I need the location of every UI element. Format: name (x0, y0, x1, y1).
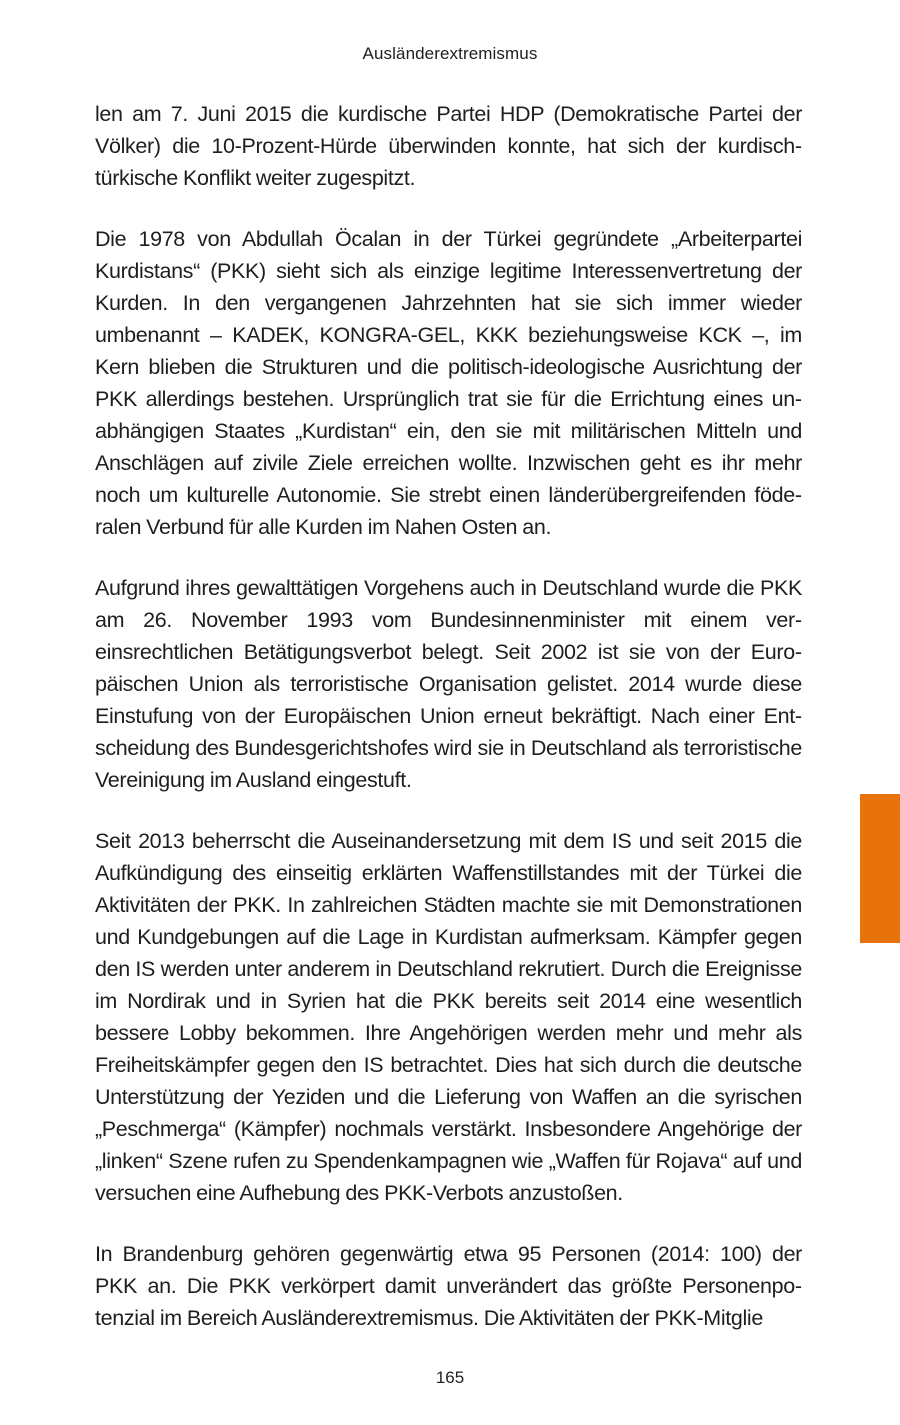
paragraph-pkk-ban: Aufgrund ihres gewalttätigen Vorgehens auch in Deutschland wurde die PKK am 26. November 1993 vom Bundesinnenminister mit einem vereinsrechtlichen Betätigungsverbot belegt. Seit 2002 ist sie von der Europäischen Union als terroristische Organisation gelistet. 2014 wurde diese Einstufung von der Europäischen Union erneut bekräftigt. Nach einer Entscheidung des Bundesgerichtshofes wird sie in Deutschland als terroristische Vereinigung im Ausland eingestuft. (95, 576, 802, 792)
page-number: 165 (435, 1368, 465, 1387)
paragraph-hdp-election: len am 7. Juni 2015 die kurdische Partei HDP (Demokratische Partei der Völker) die 10-Prozent-Hürde überwinden konnte, hat sich der kurdischtürkische Konflikt weiter zugespitzt. (95, 102, 802, 190)
body-text (95, 98, 802, 1334)
chapter-side-tab (860, 794, 900, 943)
paragraph-pkk-activities: Seit 2013 beherrscht die Auseinandersetzung mit dem IS und seit 2015 die Aufkündigung des einseitig erklärten Waffenstillstandes mit der Türkei die Aktivitäten der PKK. In zahlreichen Städten machte sie mit Demonstrationen und Kundgebungen auf die Lage in Kurdistan aufmerksam. Kämpfer gegen den IS werden unter anderem in Deutschland rekrutiert. Durch die Ereignisse im Nordirak und in Syrien hat die PKK bereits seit 2014 eine wesentlich bessere Lobby bekommen. Ihre Angehörigen werden mehr und mehr als Freiheitskämpfer gegen den IS betrachtet. Dies hat sich durch die deutsche Unterstützung der Yeziden und die Lieferung von Waffen an die syrischen „Peschmerga“ (Kämpfer) nochmals verstärkt. Insbesondere Angehörige der „linken“ Szene rufen zu Spendenkampagnen wie „Waffen für Rojava“ auf und versuchen eine Aufhebung des PKK-Verbots anzustoßen. (95, 829, 802, 1205)
running-header: Ausländerextremismus (362, 44, 538, 63)
paragraph-brandenburg: In Brandenburg gehören gegenwärtig etwa 95 Personen (2014: 100) der PKK an. Die PKK verkörpert damit unverändert das größte Personenpotenzial im Bereich Ausländerextremismus. Die Aktivitäten der PKK-Mitglie (95, 1242, 802, 1330)
paragraph-pkk-history: Die 1978 von Abdullah Öcalan in der Türkei gegründete „Arbeiterpartei Kurdistans“ (PKK) sieht sich als einzige legitime Interessenvertretung der Kurden. In den vergangenen Jahrzehnten hat sie sich immer wieder umbenannt – KADEK, KONGRA-GEL, KKK beziehungsweise KCK –, im Kern blieben die Strukturen und die politisch-ideologische Ausrichtung der PKK allerdings bestehen. Ursprünglich trat sie für die Errichtung eines unabhängigen Staates „Kurdistan“ ein, den sie mit militärischen Mitteln und Anschlägen auf zivile Ziele erreichen wollte. Inzwischen geht es ihr mehr noch um kulturelle Autonomie. Sie strebt einen länderübergreifenden föderalen Verbund für alle Kurden im Nahen Osten an. (95, 227, 802, 539)
